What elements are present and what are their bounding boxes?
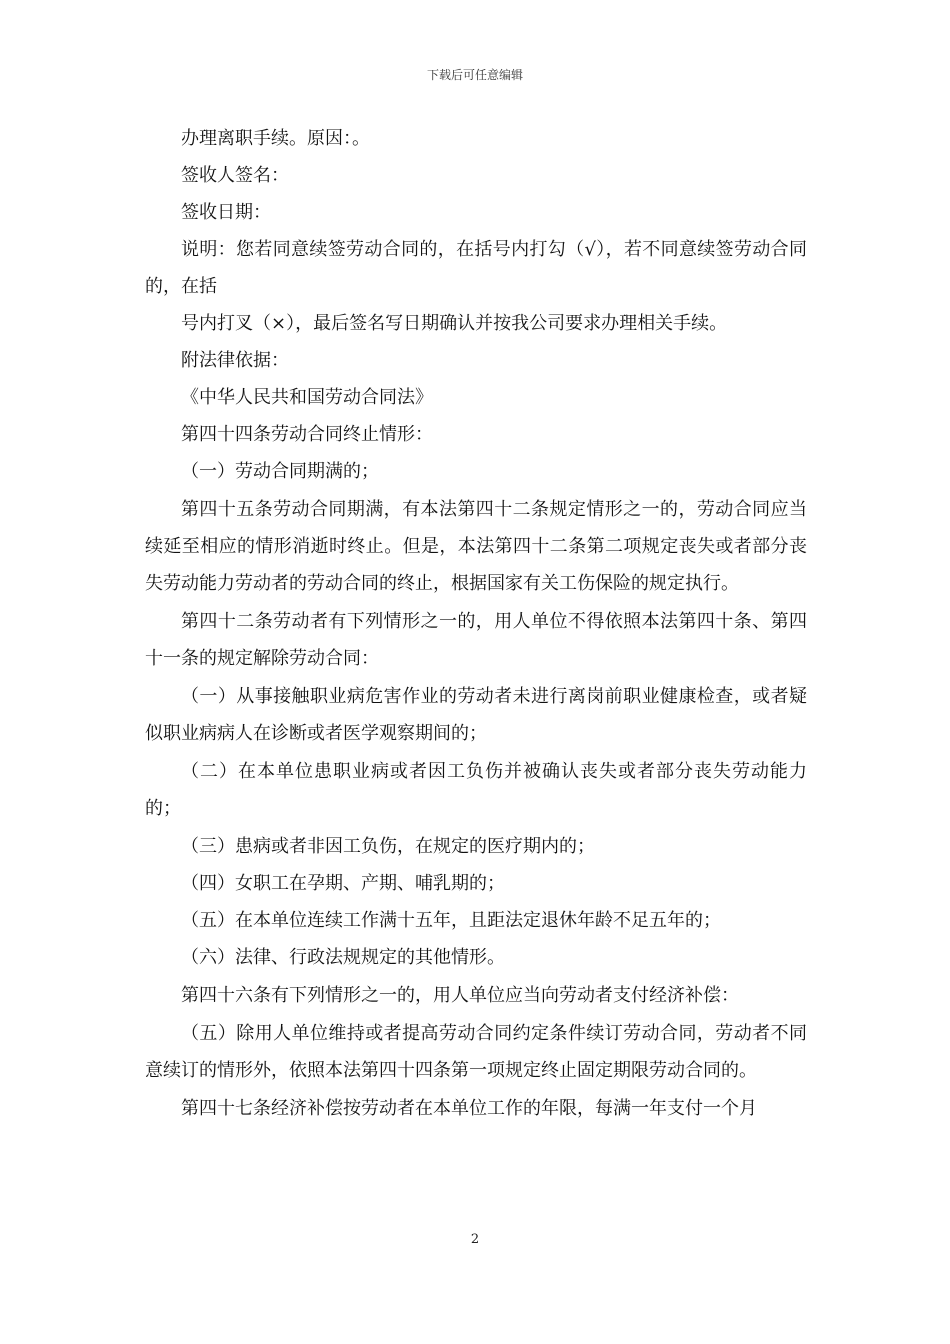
paragraph-article-42-item-5: （五）在本单位连续工作满十五年，且距法定退休年龄不足五年的；	[181, 910, 721, 931]
paragraph-article-47: 第四十七条经济补偿按劳动者在本单位工作的年限，每满一年支付一个月	[181, 1098, 757, 1119]
paragraph-sign-date: 签收日期：	[181, 202, 271, 223]
paragraph-article-42-item-3: （三）患病或者非因工负伤，在规定的医疗期内的；	[181, 836, 595, 857]
paragraph-article-45: 第四十五条劳动合同期满，有本法第四十二条规定情形之一的，劳动合同应当续延至相应的情形消逝时终止。但是，本法第四十二条第二项规定丧失或者部分丧失劳动能力劳动者的劳动合同的终止，根据国家有关工伤保险的规定执行。	[145, 499, 807, 594]
paragraph-article-42-item-4: （四）女职工在孕期、产期、哺乳期的；	[181, 873, 505, 894]
paragraph-article-42-item-6: （六）法律、行政法规规定的其他情形。	[181, 947, 505, 968]
paragraph-legal-basis: 附法律依据：	[181, 350, 289, 371]
paragraph-article-42-item-1: （一）从事接触职业病危害作业的劳动者未进行离岗前职业健康检查，或者疑似职业病病人在诊断或者医学观察期间的；	[145, 686, 807, 744]
paragraph-instructions-cont: 号内打叉（×），最后签名写日期确认并按我公司要求办理相关手续。	[181, 313, 728, 334]
paragraph-article-46: 第四十六条有下列情形之一的，用人单位应当向劳动者支付经济补偿：	[181, 985, 739, 1006]
paragraph-law-title: 《中华人民共和国劳动合同法》	[181, 387, 433, 408]
paragraph-instructions: 说明：您若同意续签劳动合同的，在括号内打勾（√），若不同意续签劳动合同的，在括	[145, 239, 807, 297]
page-number: 2	[470, 1232, 480, 1247]
paragraph-resignation: 办理离职手续。原因：。	[181, 128, 370, 149]
paragraph-article-42-item-2: （二）在本单位患职业病或者因工负伤并被确认丧失或者部分丧失劳动能力的；	[145, 761, 807, 819]
paragraph-article-44-item-1: （一）劳动合同期满的；	[181, 461, 379, 482]
paragraph-article-46-item-5: （五）除用人单位维持或者提高劳动合同约定条件续订劳动合同，劳动者不同意续订的情形外，依照本法第四十四条第一项规定终止固定期限劳动合同的。	[145, 1023, 807, 1081]
page-header: 下载后可任意编辑	[426, 68, 523, 82]
document-body	[145, 120, 807, 1127]
paragraph-article-42: 第四十二条劳动者有下列情形之一的，用人单位不得依照本法第四十条、第四十一条的规定解除劳动合同：	[145, 611, 807, 669]
paragraph-signature: 签收人签名：	[181, 165, 289, 186]
paragraph-article-44: 第四十四条劳动合同终止情形：	[181, 424, 433, 445]
